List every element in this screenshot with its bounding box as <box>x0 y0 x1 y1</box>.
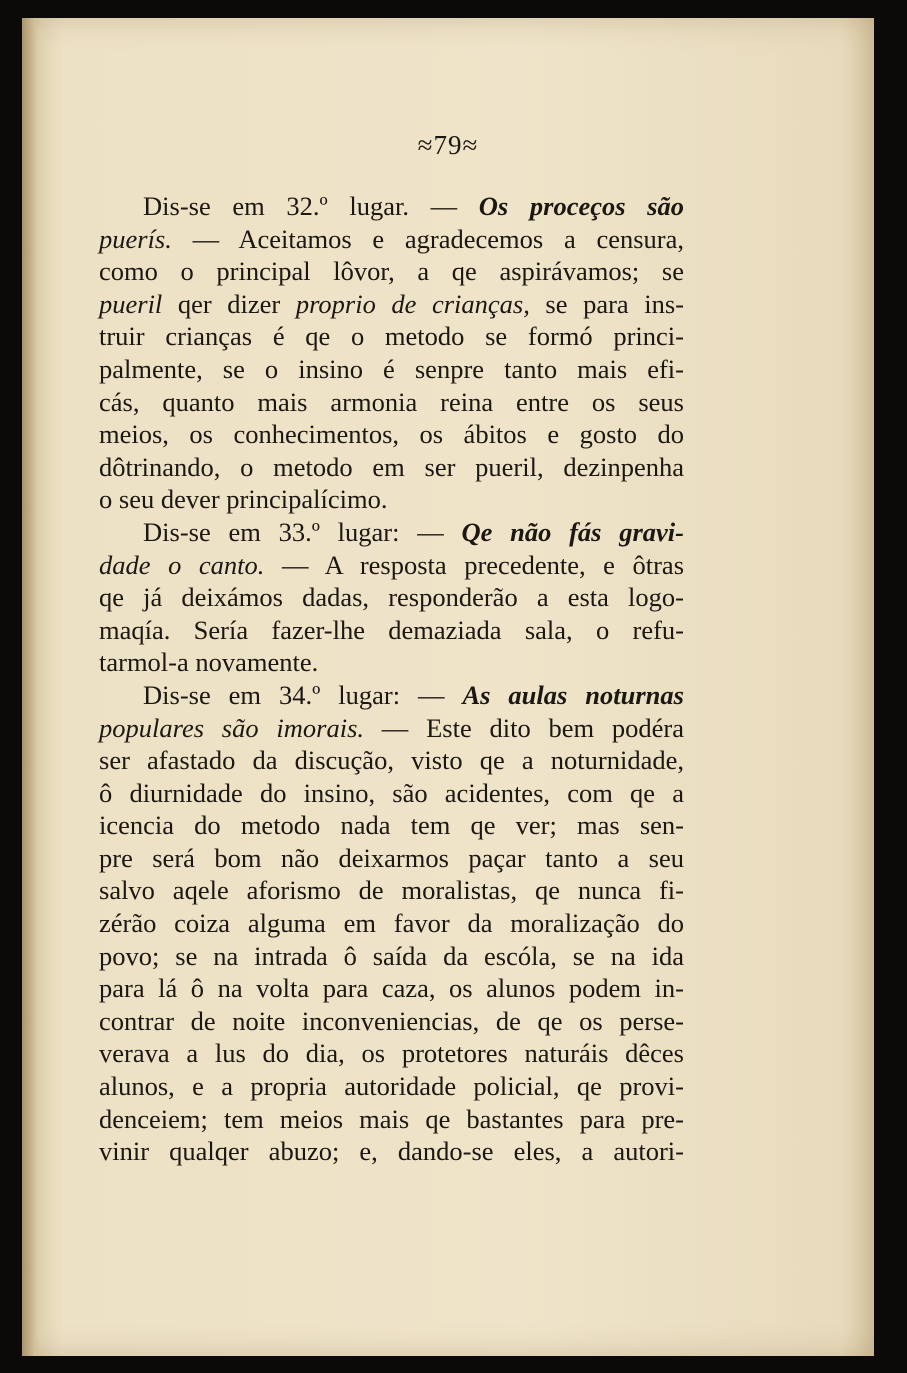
text-line <box>99 1005 684 1038</box>
text-line <box>99 614 684 647</box>
text-run: se para ins- <box>529 288 684 319</box>
text-run: como o principal lôvor, a qe aspirávamos; se <box>99 256 684 287</box>
text-line <box>99 255 684 288</box>
text-line <box>99 581 684 614</box>
text-run: meios, os conhecimentos, os ábitos e gosto do <box>99 419 684 450</box>
text-run: — Este dito bem podéra <box>364 712 684 743</box>
text-run: tarmol-a novamente. <box>99 647 319 678</box>
text-run: povo; se na intrada ô saída da escóla, se na ida <box>99 940 684 971</box>
text-line <box>99 386 684 419</box>
text-run: — A resposta precedente, e ôtras <box>264 549 685 580</box>
body-text <box>99 190 684 1168</box>
text-line <box>99 288 684 321</box>
text-run: vinir qualqer abuzo; e, dando-se eles, a autori- <box>99 1136 684 1167</box>
text-run: zérão coiza alguma em favor da moralização do <box>99 908 684 939</box>
text-run: salvo aqele aforismo de moralistas, qe nunca fi- <box>99 875 684 906</box>
text-run: o seu dever principalícimo. <box>99 484 388 515</box>
text-line <box>99 451 684 484</box>
text-run: palmente, se o insino é senpre tanto mais efi- <box>99 353 684 384</box>
text-line <box>99 190 684 223</box>
emphasized-text: As aulas noturnas <box>462 679 684 710</box>
text-line <box>99 679 684 712</box>
text-run: contrar de noite inconveniencias, de qe os perse- <box>99 1005 684 1036</box>
text-line <box>99 320 684 353</box>
text-run: dôtrinando, o metodo em ser pueril, dezinpenha <box>99 451 684 482</box>
text-line <box>99 418 684 451</box>
emphasized-text: Os proceços são <box>478 191 684 221</box>
text-run: Dis-se em 34.º lugar: — <box>143 679 463 710</box>
text-run: cás, quanto mais armonia reina entre os seus <box>99 386 684 417</box>
emphasized-text: proprio de crianças, <box>295 288 530 319</box>
text-run: denceiem; tem meios mais qe bastantes para pre- <box>99 1103 684 1134</box>
text-line <box>99 646 684 679</box>
text-run: ô diurnidade do insino, são acidentes, com qe a <box>99 777 684 808</box>
text-line <box>99 907 684 940</box>
text-run: qe já deixámos dadas, responderão a esta logo- <box>99 582 684 613</box>
text-line <box>99 353 684 386</box>
book-page <box>22 18 874 1356</box>
text-run: verava a lus do dia, os protetores naturáis dêces <box>99 1038 684 1069</box>
text-run: Dis-se em 32.º lugar. — <box>143 191 479 221</box>
text-line <box>99 1103 684 1136</box>
text-run: para lá ô na volta para caza, os alunos podem in- <box>99 973 684 1004</box>
text-line <box>99 223 684 256</box>
text-line <box>99 777 684 810</box>
text-line <box>99 809 684 842</box>
page-gutter <box>22 18 36 1356</box>
text-run: truir crianças é qe o metodo se formó princi- <box>99 321 684 352</box>
page-number: ≈79≈ <box>417 130 479 160</box>
emphasized-text: Qe não fás gravi- <box>461 516 684 547</box>
emphasized-text: puerís. <box>99 223 172 254</box>
emphasized-text: pueril <box>99 288 163 319</box>
text-run: alunos, e a propria autoridade policial, qe provi- <box>99 1071 684 1102</box>
text-run: qer dizer <box>162 288 296 319</box>
emphasized-text: populares são imorais. <box>99 712 365 743</box>
text-line <box>99 483 684 516</box>
text-line <box>99 874 684 907</box>
text-line <box>99 744 684 777</box>
text-run: Dis-se em 33.º lugar: — <box>143 516 462 547</box>
text-line <box>99 1135 684 1168</box>
text-line <box>99 549 684 582</box>
text-line <box>99 972 684 1005</box>
text-run: — Aceitamos e agradecemos a censura, <box>171 223 684 254</box>
text-line <box>99 1037 684 1070</box>
text-line <box>99 712 684 745</box>
text-line <box>99 1070 684 1103</box>
text-run: icencia do metodo nada tem qe ver; mas sen- <box>99 810 684 841</box>
text-line <box>99 516 684 549</box>
emphasized-text: dade o canto. <box>99 549 265 580</box>
text-line <box>99 940 684 973</box>
text-run: ser afastado da discução, visto qe a noturnidade, <box>99 745 684 776</box>
text-line <box>99 842 684 875</box>
text-run: pre será bom não deixarmos paçar tanto a seu <box>99 842 684 873</box>
text-run: maqía. Sería fazer-lhe demaziada sala, o refu- <box>99 614 684 645</box>
